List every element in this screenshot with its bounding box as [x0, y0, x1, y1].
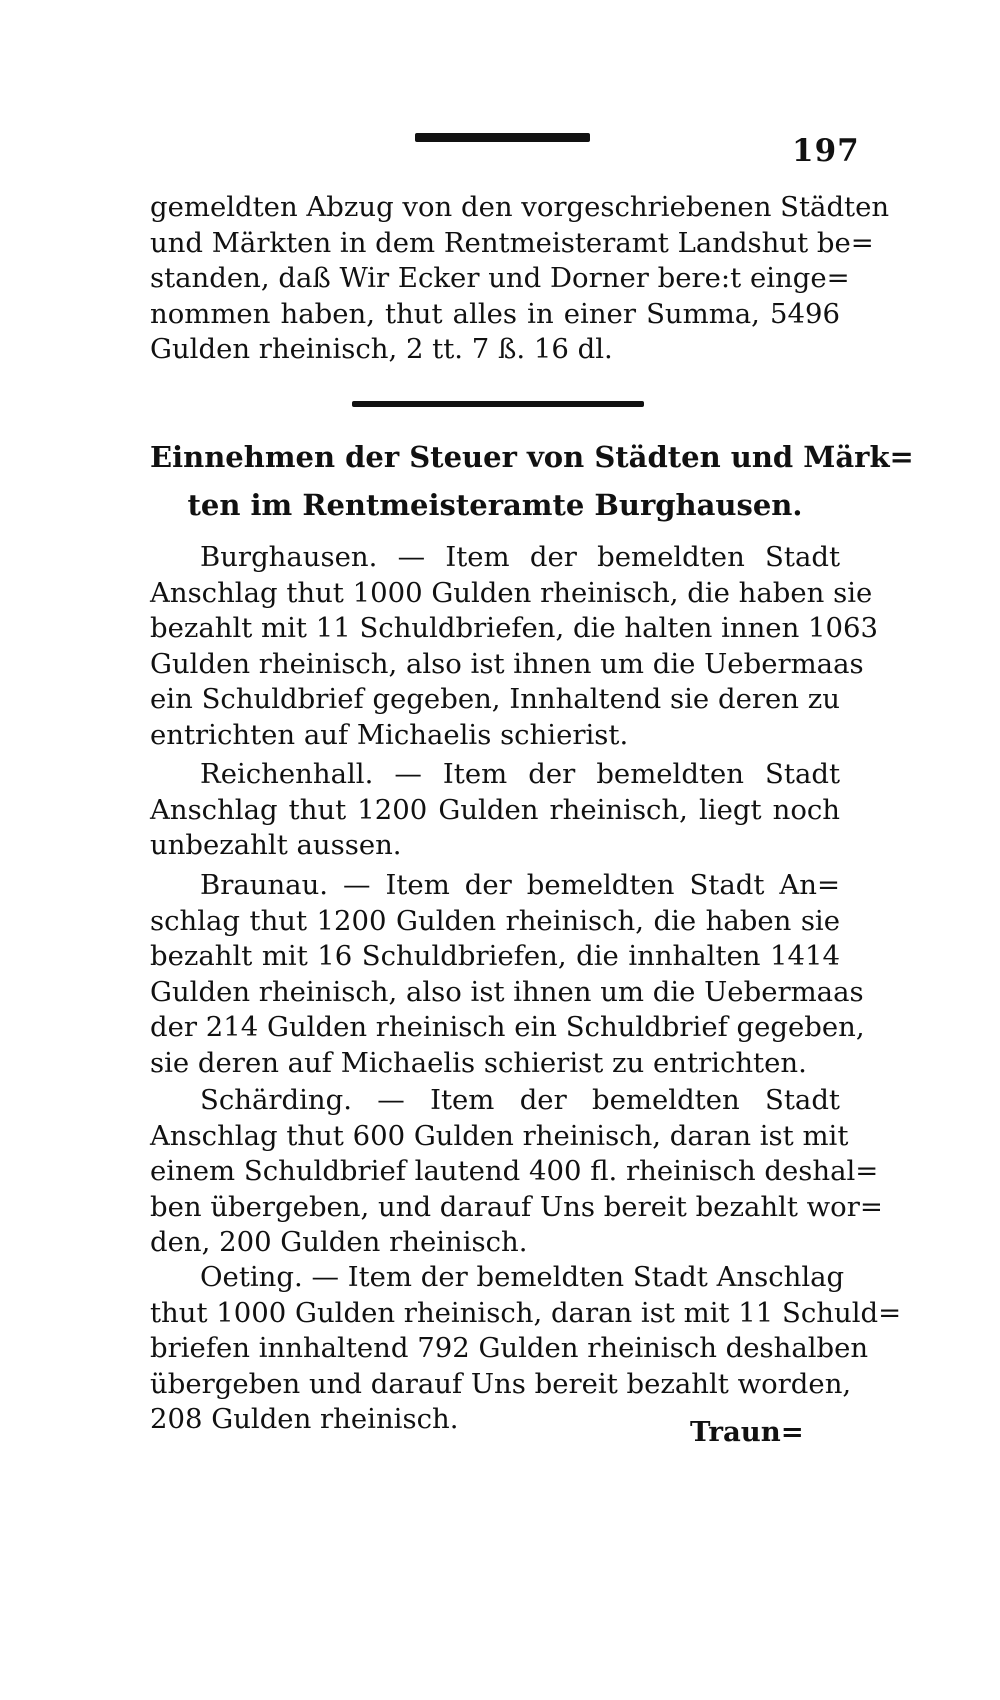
text-line: standen, daß Wir Ecker und Dorner bere:t einge= — [150, 262, 850, 294]
intro-paragraph — [150, 190, 890, 368]
entry-schaerding — [150, 1083, 883, 1261]
text-line: Gulden rheinisch, 2 tt. 7 ß. 16 dl. — [150, 333, 613, 365]
header-rule — [415, 133, 590, 142]
entry-line: Anschlag thut 1000 Gulden rheinisch, die haben sie — [150, 576, 873, 609]
entry-line: entrichten auf Michaelis schierist. — [150, 718, 629, 751]
entry-line: Schärding. — Item der bemeldten Stadt — [200, 1084, 840, 1116]
entry-line: 208 Gulden rheinisch. — [150, 1403, 459, 1435]
entry-line: briefen innhaltend 792 Gulden rheinisch deshalben — [150, 1332, 869, 1364]
entry-line: ein Schuldbrief gegeben, Innhaltend sie deren zu — [150, 683, 840, 715]
heading-line: ten im Rentmeisteramte Burghausen. — [187, 488, 803, 522]
catchword: Traun= — [690, 1416, 804, 1448]
entry-oeting — [150, 1260, 902, 1438]
entry-line: Oeting. — Item der bemeldten Stadt Anschlag — [200, 1261, 845, 1293]
entry-line: schlag thut 1200 Gulden rheinisch, die haben sie — [150, 904, 840, 937]
entry-line: Burghausen. — Item der bemeldten Stadt — [200, 541, 840, 573]
entry-reichenhall — [150, 757, 840, 864]
entry-line: Gulden rheinisch, also ist ihnen um die Uebermaas — [150, 975, 864, 1008]
entry-line: bezahlt mit 11 Schuldbriefen, die halten innen 1063 — [150, 612, 879, 644]
entry-line: Gulden rheinisch, also ist ihnen um die Uebermaas — [150, 647, 864, 680]
text-line: und Märkten in dem Rentmeisteramt Landshut be= — [150, 226, 874, 259]
section-heading — [150, 433, 914, 529]
entry-line: ben übergeben, und darauf Uns bereit bezahlt wor= — [150, 1190, 883, 1223]
entry-line: bezahlt mit 16 Schuldbriefen, die innhalten 1414 — [150, 940, 840, 972]
entry-line: Reichenhall. — Item der bemeldten Stadt — [200, 758, 840, 790]
page-number: 197 — [792, 133, 860, 169]
entry-line: thut 1000 Gulden rheinisch, daran ist mit 11 Schuld= — [150, 1296, 902, 1329]
text-line: gemeldten Abzug von den vorgeschriebenen Städten — [150, 191, 890, 223]
entry-line: Anschlag thut 600 Gulden rheinisch, daran ist mit — [150, 1119, 849, 1152]
text-line: nommen haben, thut alles in einer Summa, 5496 — [150, 297, 840, 330]
entry-line: den, 200 Gulden rheinisch. — [150, 1226, 528, 1258]
entry-line: unbezahlt aussen. — [150, 829, 402, 861]
entry-braunau — [150, 868, 865, 1081]
entry-line: sie deren auf Michaelis schierist zu entrichten. — [150, 1046, 807, 1079]
heading-line: Einnehmen der Steuer von Städten und Märk= — [150, 440, 914, 474]
entry-burghausen — [150, 540, 879, 753]
entry-line: der 214 Gulden rheinisch ein Schuldbrief gegeben, — [150, 1011, 865, 1043]
entry-line: übergeben und darauf Uns bereit bezahlt worden, — [150, 1367, 852, 1400]
entry-line: einem Schuldbrief lautend 400 fl. rheinisch deshal= — [150, 1155, 879, 1187]
entry-line: Braunau. — Item der bemeldten Stadt An= — [200, 869, 840, 901]
entry-line: Anschlag thut 1200 Gulden rheinisch, liegt noch — [150, 793, 840, 826]
section-rule — [352, 401, 644, 407]
